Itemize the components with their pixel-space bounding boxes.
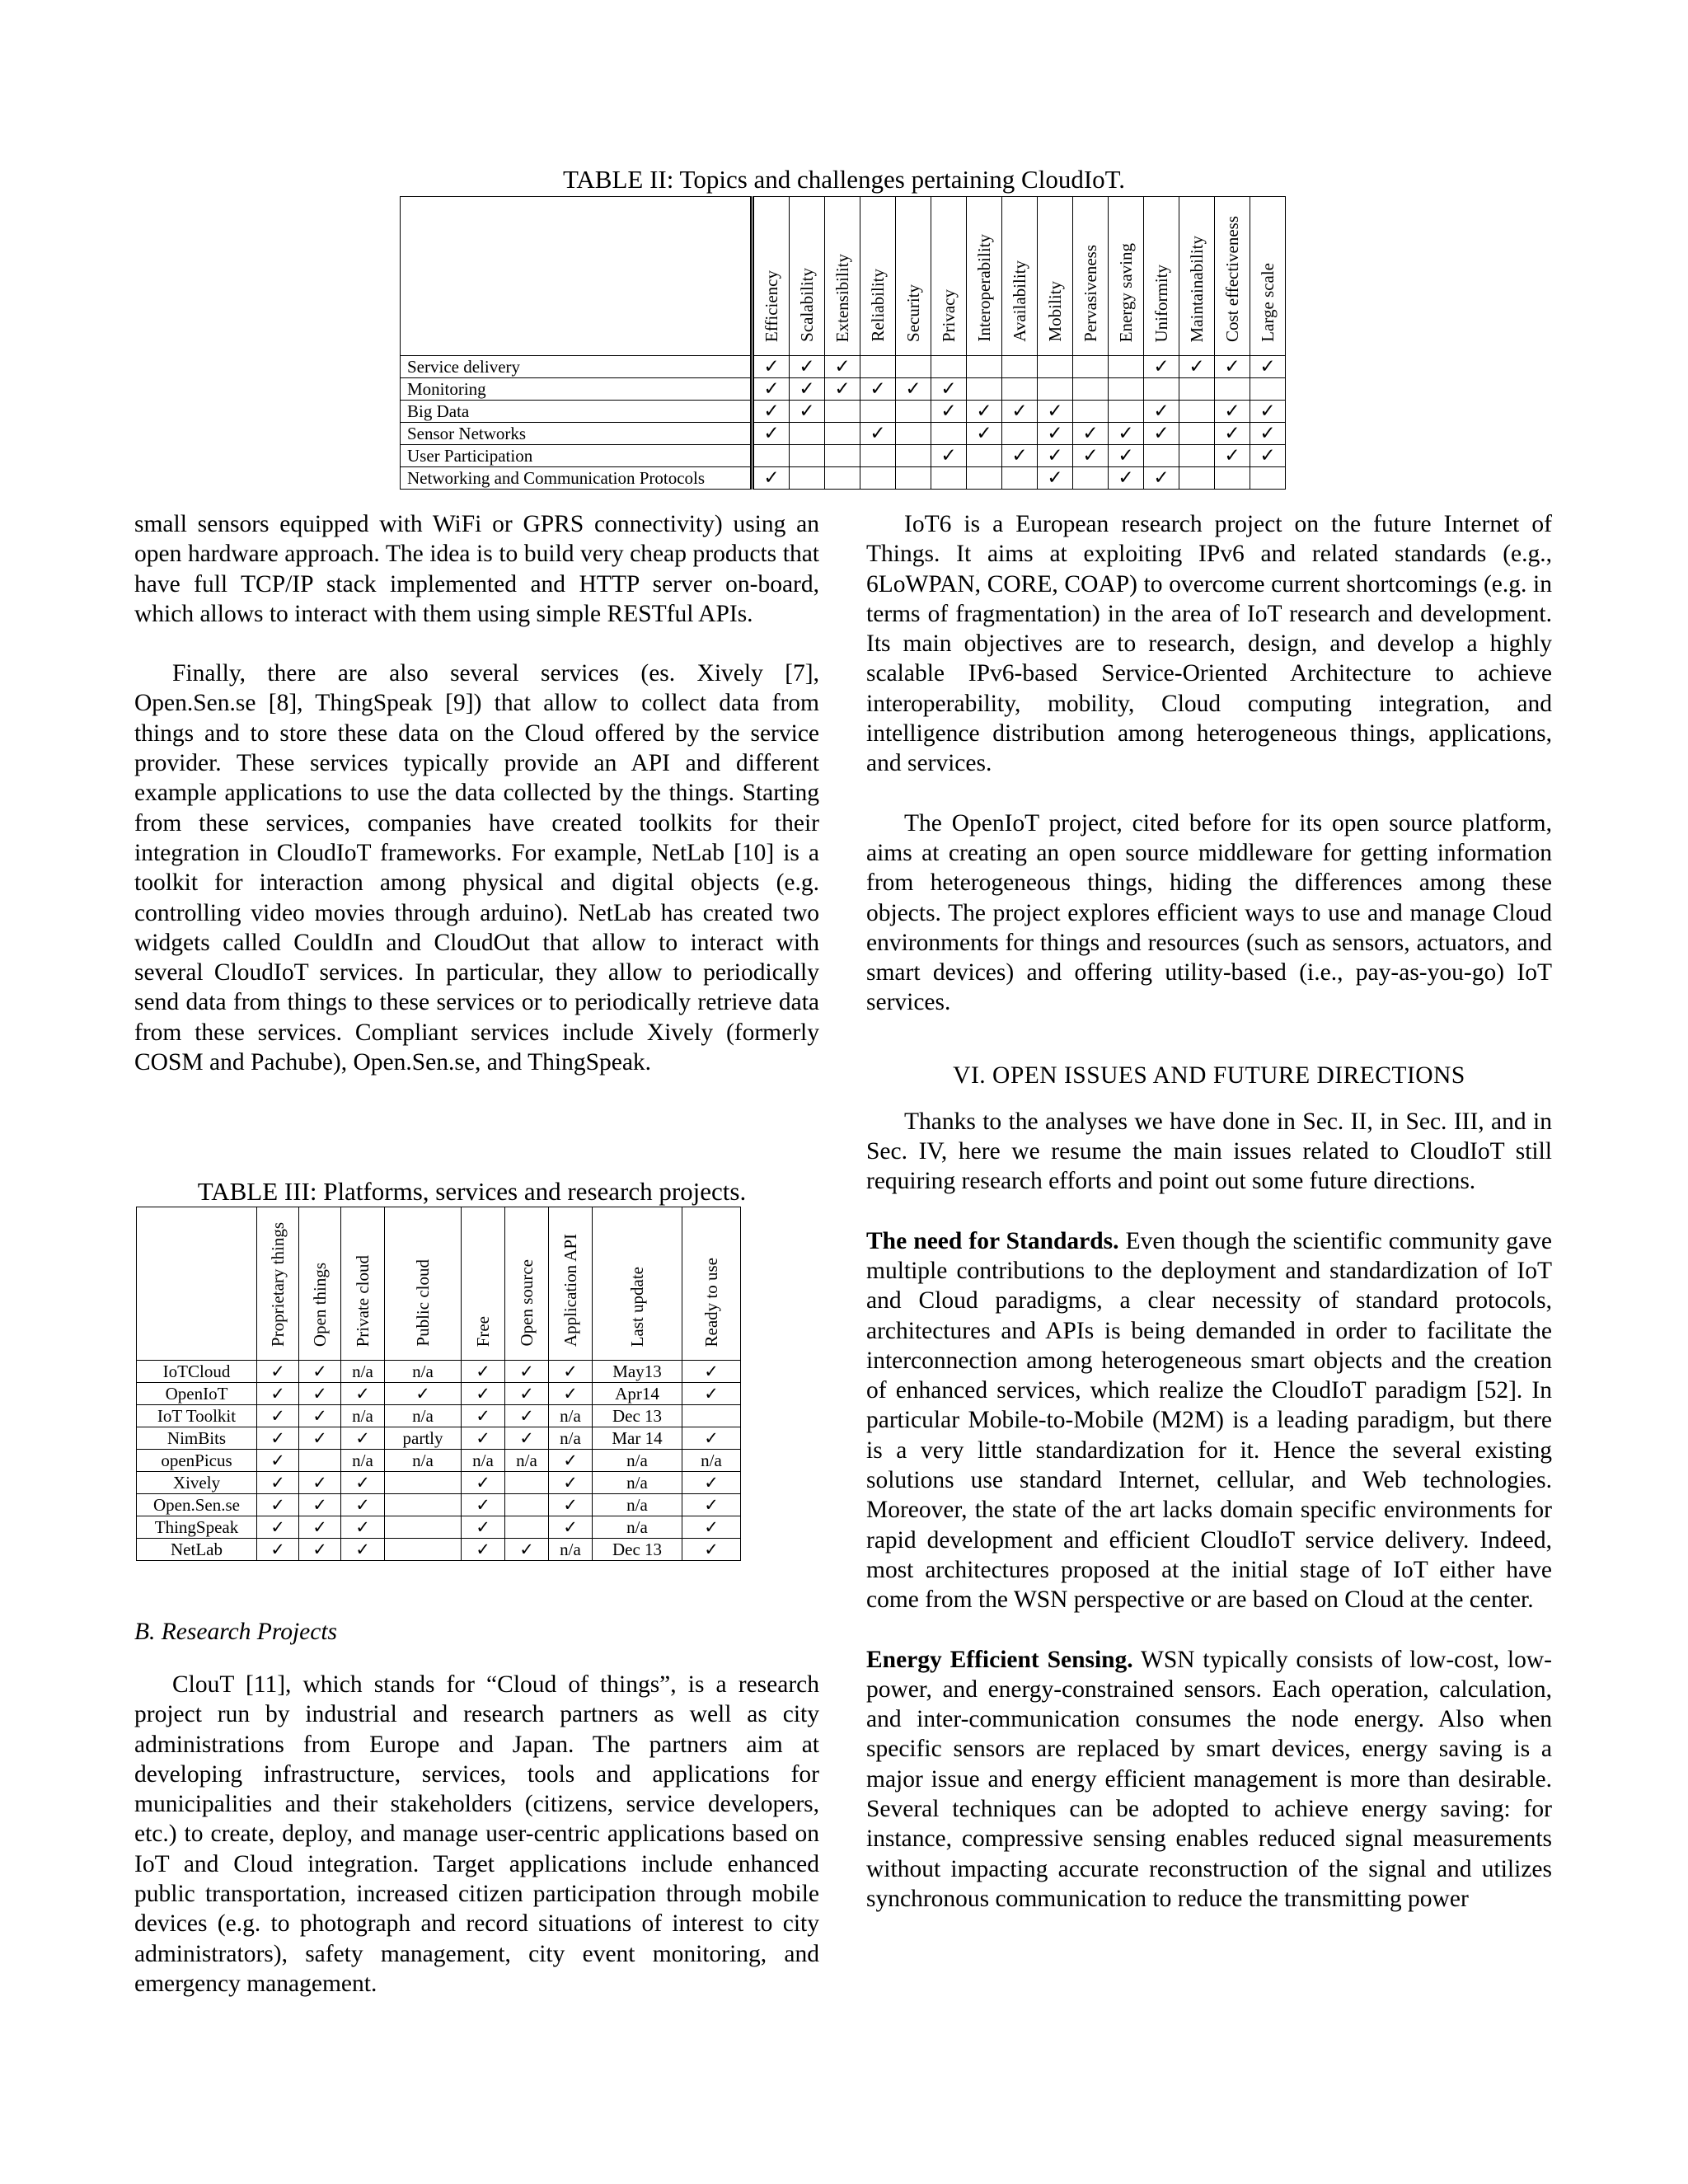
table3-cell: ✓ <box>299 1494 341 1516</box>
table3-row-label: openPicus <box>137 1450 257 1472</box>
table2-cell: ✓ <box>1215 445 1250 467</box>
table2-cell <box>896 356 931 378</box>
paragraph-4-lead: The need for Standards. <box>866 1227 1119 1254</box>
table3-col-header <box>341 1207 385 1361</box>
table3-cell: ✓ <box>299 1516 341 1539</box>
table3-cell <box>505 1494 549 1516</box>
table2-col-label: Large scale <box>1257 263 1278 342</box>
table2-cell <box>1179 401 1215 423</box>
table2-cell <box>1109 356 1144 378</box>
table3-col-label: Public cloud <box>412 1259 433 1347</box>
right-paragraph-5 <box>866 1645 1552 1915</box>
table2-cell <box>1073 356 1109 378</box>
table2-row-label: Monitoring <box>401 378 753 401</box>
table2-cell: ✓ <box>825 378 860 401</box>
table2-cell <box>1109 378 1144 401</box>
table2-cell <box>931 356 967 378</box>
table3-cell: ✓ <box>257 1383 299 1405</box>
table-row <box>401 401 1286 423</box>
table2-cell: ✓ <box>1250 423 1286 445</box>
table3-col-label: Open things <box>309 1262 330 1347</box>
table2-col-label: Interoperability <box>973 234 994 342</box>
table3-cell: ✓ <box>549 1494 593 1516</box>
table3-row-label: OpenIoT <box>137 1383 257 1405</box>
table3-cell: Dec 13 <box>593 1405 682 1427</box>
table3-cell: ✓ <box>341 1539 385 1561</box>
table2-col-label: Uniformity <box>1151 264 1171 342</box>
table-row <box>137 1516 741 1539</box>
paragraph-4-body: Even though the scientific community gave multiple contributions to the deployment and standardization of IoT and Cloud paradigms, a clear necessity of standard protocols, architectures and APIs is being demanded in order to facilitate the interconnection among heterogeneous smart objects and the creation of enhanced services, which realize the CloudIoT paradigm [52]. In particular Mobile-to-Mobile (M2M) is a leading paradigm, but there is a very little standardization for it. Hence the several existing solutions use standard Internet, cellular, and Web technologies. Moreover, the state of the art lacks domain specific environments for rapid development and efficient CloudIoT service delivery. Indeed, most architectures proposed at the initial stage of IoT either have come from the WSN perspective or are based on Cloud at the center. <box>866 1227 1552 1614</box>
table2-cell <box>896 401 931 423</box>
right-paragraph-4 <box>866 1226 1552 1615</box>
table2-cell <box>1144 378 1179 401</box>
table3-cell: ✓ <box>341 1383 385 1405</box>
table-row <box>401 423 1286 445</box>
table3-row-label: IoTCloud <box>137 1361 257 1383</box>
table3-cell: n/a <box>462 1450 505 1472</box>
table2-cell <box>825 467 860 490</box>
table2-cell <box>1250 378 1286 401</box>
table-row <box>401 356 1286 378</box>
table2-cell <box>931 467 967 490</box>
table2-cell <box>1179 445 1215 467</box>
table3-cell: ✓ <box>462 1472 505 1494</box>
table2-cell <box>1002 356 1038 378</box>
left-column-lower <box>134 1617 819 1999</box>
table2-corner-cell <box>401 197 753 356</box>
table3-cell: n/a <box>682 1450 741 1472</box>
table2-cell: ✓ <box>1250 356 1286 378</box>
table3-row-label: IoT Toolkit <box>137 1405 257 1427</box>
table3-cell: n/a <box>593 1494 682 1516</box>
table2-cell: ✓ <box>1073 445 1109 467</box>
table3-cell: ✓ <box>257 1405 299 1427</box>
table2-cell <box>1144 445 1179 467</box>
table3-cell: ✓ <box>341 1494 385 1516</box>
table2-cell <box>790 445 825 467</box>
table3-cell <box>299 1450 341 1472</box>
left-paragraph-1: small sensors equipped with WiFi or GPRS connectivity) using an open hardware approach. The idea is to build very cheap products that have full TCP/IP stack implemented and HTTP server on-board, which allows to interact with them using simple RESTful APIs. <box>134 511 819 627</box>
table3-cell: ✓ <box>682 1383 741 1405</box>
table2-col-header <box>967 197 1002 356</box>
table2-cell <box>1038 356 1073 378</box>
table3-caption: TABLE III: Platforms, services and research projects. <box>197 1177 747 1206</box>
table2-col-label: Reliability <box>867 269 888 342</box>
table3-col-label: Last update <box>626 1266 647 1347</box>
table2-cell: ✓ <box>967 401 1002 423</box>
table2-col-header <box>753 197 790 356</box>
table3-col-label: Open source <box>516 1259 537 1347</box>
table3-cell: n/a <box>593 1450 682 1472</box>
table2-cell <box>860 445 896 467</box>
table2-cell: ✓ <box>790 378 825 401</box>
table2-cell: ✓ <box>1144 423 1179 445</box>
table3-cell: ✓ <box>462 1361 505 1383</box>
table2-cell: ✓ <box>1144 467 1179 490</box>
table2-row-label: Big Data <box>401 401 753 423</box>
table2-cell: ✓ <box>1073 423 1109 445</box>
table2-cell <box>896 423 931 445</box>
table2-cell: ✓ <box>1144 356 1179 378</box>
table3-cell: Dec 13 <box>593 1539 682 1561</box>
table-row <box>137 1427 741 1450</box>
table3-cell: ✓ <box>462 1383 505 1405</box>
table3-cell: n/a <box>341 1450 385 1472</box>
right-paragraph-2: The OpenIoT project, cited before for its open source platform, aims at creating an open source middleware for getting information from heterogeneous things, hiding the differences among these objects. The project explores efficient ways to use and manage Cloud environments for things and resources (such as sensors, actuators, and smart devices) and offering utility-based (i.e., pay-as-you-go) IoT services. <box>866 809 1552 1016</box>
table2-col-label: Security <box>903 284 923 342</box>
table3-cell <box>505 1516 549 1539</box>
table2-cell <box>1002 423 1038 445</box>
table2-cell: ✓ <box>1109 467 1144 490</box>
table2-cell: ✓ <box>1215 401 1250 423</box>
table3-cell: ✓ <box>299 1472 341 1494</box>
table3-cell: ✓ <box>549 1361 593 1383</box>
table2 <box>400 196 1286 490</box>
table3-cell <box>682 1405 741 1427</box>
table2-cell: ✓ <box>1250 445 1286 467</box>
table3-row-label: NimBits <box>137 1427 257 1450</box>
table2-caption: TABLE II: Topics and challenges pertaining CloudIoT. <box>562 165 1126 194</box>
table2-col-header <box>931 197 967 356</box>
table3-body <box>137 1361 741 1561</box>
table2-cell: ✓ <box>860 378 896 401</box>
table2-cell: ✓ <box>825 356 860 378</box>
table2-col-header <box>1144 197 1179 356</box>
table2-cell: ✓ <box>753 378 790 401</box>
table2-cell: ✓ <box>1038 467 1073 490</box>
table2-cell <box>1073 467 1109 490</box>
table2-cell: ✓ <box>790 356 825 378</box>
paragraph-5-body: WSN typically consists of low-cost, low-power, and energy-constrained sensors. Each operation, calculation, and inter-communication consumes the node energy. Also when specific sensors are replaced by smart devices, energy saving is a major issue and energy efficient management is more than desirable. Several techniques can be adopted to achieve energy saving: for instance, compressive sensing enables reduced signal measurements without impacting accurate reconstruction of the signal and utilizes synchronous communication to reduce the transmitting power <box>866 1646 1552 1912</box>
table3-cell <box>385 1516 462 1539</box>
table2-cell <box>825 401 860 423</box>
table3-cell <box>385 1494 462 1516</box>
table3-cell: ✓ <box>462 1494 505 1516</box>
table3-row-label: NetLab <box>137 1539 257 1561</box>
table3-cell: ✓ <box>257 1361 299 1383</box>
table-row <box>401 445 1286 467</box>
table-row <box>137 1383 741 1405</box>
table-row <box>137 1472 741 1494</box>
table2-cell <box>896 467 931 490</box>
table3-cell: ✓ <box>462 1516 505 1539</box>
table2-cell: ✓ <box>1179 356 1215 378</box>
table2-cell <box>1002 467 1038 490</box>
table3-cell: n/a <box>593 1516 682 1539</box>
table2-col-label: Maintainability <box>1186 235 1207 342</box>
table3-cell: ✓ <box>341 1427 385 1450</box>
subsection-heading: B. Research Projects <box>134 1619 338 1645</box>
table2-col-label: Efficiency <box>761 269 781 342</box>
table2-cell <box>825 445 860 467</box>
table-row <box>401 378 1286 401</box>
table2-cell: ✓ <box>1144 401 1179 423</box>
table3-cell: ✓ <box>505 1361 549 1383</box>
table2-col-header <box>1179 197 1215 356</box>
table3-cell: ✓ <box>385 1383 462 1405</box>
table2-col-header <box>1109 197 1144 356</box>
section-heading: VI. OPEN ISSUES AND FUTURE DIRECTIONS <box>953 1062 1465 1089</box>
table3-cell: May13 <box>593 1361 682 1383</box>
table2-cell: ✓ <box>1002 401 1038 423</box>
table2-cell: ✓ <box>1002 445 1038 467</box>
table3-cell: ✓ <box>682 1472 741 1494</box>
table2-cell <box>860 467 896 490</box>
table2-cell: ✓ <box>931 378 967 401</box>
table3-col-header <box>682 1207 741 1361</box>
table3-col-header <box>299 1207 341 1361</box>
table2-cell <box>753 445 790 467</box>
table3-cell: ✓ <box>505 1427 549 1450</box>
table2-cell: ✓ <box>1215 356 1250 378</box>
table3-cell: ✓ <box>341 1472 385 1494</box>
table3-col-header <box>505 1207 549 1361</box>
table-row <box>137 1405 741 1427</box>
table2-col-header <box>1215 197 1250 356</box>
table2-cell: ✓ <box>896 378 931 401</box>
table-row <box>137 1361 741 1383</box>
table3 <box>136 1207 741 1561</box>
table3-col-label: Ready to use <box>701 1257 721 1347</box>
table3-cell: ✓ <box>549 1383 593 1405</box>
table3-cell: partly <box>385 1427 462 1450</box>
table2-row-label: User Participation <box>401 445 753 467</box>
table3-header-row <box>137 1207 741 1361</box>
table3-col-header <box>462 1207 505 1361</box>
table2-cell: ✓ <box>1038 445 1073 467</box>
table2-cell <box>1250 467 1286 490</box>
left-paragraph-3: ClouT [11], which stands for “Cloud of things”, is a research project run by industrial and research partners as well as city administrations from Europe and Japan. The partners aim at developing infrastructure, services, tools and applications for municipalities and their stakeholders (citizens, service developers, etc.) to create, deploy, and manage user-centric applications based on IoT and Cloud integration. Target applications include enhanced public transportation, increased citizen participation through mobile devices (e.g. to photograph and record situations of interest to city administrators), safety management, city event monitoring, and emergency management. <box>134 1671 819 1997</box>
table3-cell: ✓ <box>505 1405 549 1427</box>
table3-cell: n/a <box>385 1405 462 1427</box>
table2-col-label: Mobility <box>1044 281 1065 342</box>
table2-cell <box>860 356 896 378</box>
table2-cell <box>1179 467 1215 490</box>
table2-cell: ✓ <box>1109 445 1144 467</box>
table3-cell: Mar 14 <box>593 1427 682 1450</box>
left-paragraph-2: Finally, there are also several services (es. Xively [7], Open.Sen.se [8], ThingSpeak [9]) that allow to collect data from things and to store these data on the Cloud offered by the service provider. These services typically provide an API and different example applications to use the data collected by the things. Starting from these services, companies have created toolkits for their integration in CloudIoT frameworks. For example, NetLab [10] is a toolkit for interaction among physical and digital objects (e.g. controlling video movies through arduino). NetLab has created two widgets called CouldIn and CloudOut that allow to interact with several CloudIoT services. In particular, they allow to periodically send data from things to these services or to periodically retrieve data from these services. Compliant services include Xively (formerly COSM and Pachube), Open.Sen.se, and ThingSpeak. <box>134 660 819 1076</box>
table2-cell <box>1215 378 1250 401</box>
table2-body <box>401 356 1286 490</box>
table3-cell: ✓ <box>505 1539 549 1561</box>
table3-cell: ✓ <box>299 1405 341 1427</box>
table-row <box>137 1450 741 1472</box>
table3-row-label: ThingSpeak <box>137 1516 257 1539</box>
table2-cell: ✓ <box>1215 423 1250 445</box>
table2-cell: ✓ <box>1038 401 1073 423</box>
table2-col-label: Cost effectiveness <box>1221 216 1242 342</box>
table2-cell: ✓ <box>860 423 896 445</box>
table2-cell <box>1109 401 1144 423</box>
table3-cell: ✓ <box>549 1472 593 1494</box>
left-column <box>134 509 819 1077</box>
table2-col-header <box>790 197 825 356</box>
table3-cell: ✓ <box>549 1516 593 1539</box>
table2-col-label: Extensibility <box>832 253 852 342</box>
table3-cell: n/a <box>549 1427 593 1450</box>
table3-cell: ✓ <box>257 1494 299 1516</box>
right-paragraph-3: Thanks to the analyses we have done in Sec. II, in Sec. III, and in Sec. IV, here we resume the main issues related to CloudIoT still requiring research efforts and point out some future directions. <box>866 1108 1552 1195</box>
table3-cell <box>385 1539 462 1561</box>
table2-cell <box>967 467 1002 490</box>
table2-col-header <box>825 197 860 356</box>
table3-cell: ✓ <box>299 1383 341 1405</box>
table2-cell: ✓ <box>753 423 790 445</box>
table3-cell: n/a <box>385 1450 462 1472</box>
table2-cell: ✓ <box>753 356 790 378</box>
table3-cell: ✓ <box>505 1383 549 1405</box>
table3-cell <box>385 1472 462 1494</box>
table3-cell: ✓ <box>257 1472 299 1494</box>
table2-cell: ✓ <box>931 445 967 467</box>
table3-cell: ✓ <box>682 1494 741 1516</box>
table3-cell: ✓ <box>682 1516 741 1539</box>
table3-col-header <box>549 1207 593 1361</box>
table2-col-header <box>1038 197 1073 356</box>
table2-cell: ✓ <box>1250 401 1286 423</box>
table3-cell: n/a <box>505 1450 549 1472</box>
table3-col-label: Private cloud <box>352 1254 373 1347</box>
table2-cell: ✓ <box>753 467 790 490</box>
table3-cell: ✓ <box>257 1539 299 1561</box>
table3-col-label: Application API <box>560 1233 580 1347</box>
table2-col-header <box>1002 197 1038 356</box>
table3-cell: ✓ <box>257 1427 299 1450</box>
table3-col-header <box>257 1207 299 1361</box>
table3-cell: Apr14 <box>593 1383 682 1405</box>
table3-cell: ✓ <box>341 1516 385 1539</box>
table2-cell <box>967 378 1002 401</box>
table2-cell <box>1179 423 1215 445</box>
table2-col-header <box>896 197 931 356</box>
table2-col-header <box>1073 197 1109 356</box>
table3-cell: ✓ <box>682 1539 741 1561</box>
table2-col-label: Scalability <box>796 268 817 342</box>
table3-cell: ✓ <box>299 1361 341 1383</box>
table3-cell: ✓ <box>257 1450 299 1472</box>
table2-col-label: Privacy <box>938 288 959 342</box>
table3-cell: n/a <box>341 1405 385 1427</box>
table2-col-label: Availability <box>1009 260 1029 342</box>
table3-cell: ✓ <box>682 1361 741 1383</box>
table2-header-row <box>401 197 1286 356</box>
table2-cell <box>931 423 967 445</box>
table2-cell <box>1002 378 1038 401</box>
table3-cell: ✓ <box>462 1405 505 1427</box>
table3-cell <box>505 1472 549 1494</box>
table3-cell: ✓ <box>682 1427 741 1450</box>
table2-cell <box>1073 378 1109 401</box>
table2-cell: ✓ <box>790 401 825 423</box>
table-row <box>401 467 1286 490</box>
table2-row-label: Networking and Communication Protocols <box>401 467 753 490</box>
table3-col-header <box>593 1207 682 1361</box>
table2-cell <box>1038 378 1073 401</box>
table2-row-label: Sensor Networks <box>401 423 753 445</box>
table2-cell <box>967 445 1002 467</box>
table3-cell: n/a <box>549 1405 593 1427</box>
table2-cell: ✓ <box>967 423 1002 445</box>
table2-cell: ✓ <box>1038 423 1073 445</box>
table3-cell: n/a <box>341 1361 385 1383</box>
table2-cell <box>1215 467 1250 490</box>
table2-cell: ✓ <box>1109 423 1144 445</box>
table2-cell <box>896 445 931 467</box>
table2-row-label: Service delivery <box>401 356 753 378</box>
table2-cell <box>967 356 1002 378</box>
table3-cell: n/a <box>385 1361 462 1383</box>
table3-cell: ✓ <box>462 1427 505 1450</box>
table3-cell: ✓ <box>257 1516 299 1539</box>
table2-cell <box>1073 401 1109 423</box>
right-paragraph-1: IoT6 is a European research project on the future Internet of Things. It aims at exploiting IPv6 and related standards (e.g., 6LoWPAN, CORE, COAP) to overcome current shortcomings (e.g. in terms of fragmentation) in the area of IoT research and development. Its main objectives are to research, design, and develop a highly scalable IPv6-based Service-Oriented Architecture to achieve interoperability, mobility, Cloud computing integration, and intelligence distribution among heterogeneous things, applications, and services. <box>866 511 1552 777</box>
table2-col-header <box>860 197 896 356</box>
table3-row-label: Open.Sen.se <box>137 1494 257 1516</box>
table3-row-label: Xively <box>137 1472 257 1494</box>
table2-cell <box>825 423 860 445</box>
table2-cell <box>790 423 825 445</box>
table2-col-label: Pervasiveness <box>1080 245 1100 342</box>
table3-col-label: Free <box>472 1315 493 1347</box>
table3-corner-cell <box>137 1207 257 1361</box>
table3-cell: ✓ <box>549 1450 593 1472</box>
table2-cell <box>1179 378 1215 401</box>
right-column <box>866 509 1552 1914</box>
table2-cell: ✓ <box>753 401 790 423</box>
table2-cell <box>860 401 896 423</box>
table2-col-label: Energy saving <box>1115 242 1136 342</box>
table3-cell: n/a <box>593 1472 682 1494</box>
paragraph-5-lead: Energy Efficient Sensing. <box>866 1646 1133 1673</box>
table3-col-header <box>385 1207 462 1361</box>
table3-cell: ✓ <box>299 1427 341 1450</box>
table2-cell: ✓ <box>931 401 967 423</box>
table3-cell: ✓ <box>462 1539 505 1561</box>
table3-cell: ✓ <box>299 1539 341 1561</box>
table2-col-header <box>1250 197 1286 356</box>
table-row <box>137 1494 741 1516</box>
table3-cell: n/a <box>549 1539 593 1561</box>
table2-cell <box>790 467 825 490</box>
table-row <box>137 1539 741 1561</box>
table3-col-label: Proprietary things <box>267 1221 288 1347</box>
